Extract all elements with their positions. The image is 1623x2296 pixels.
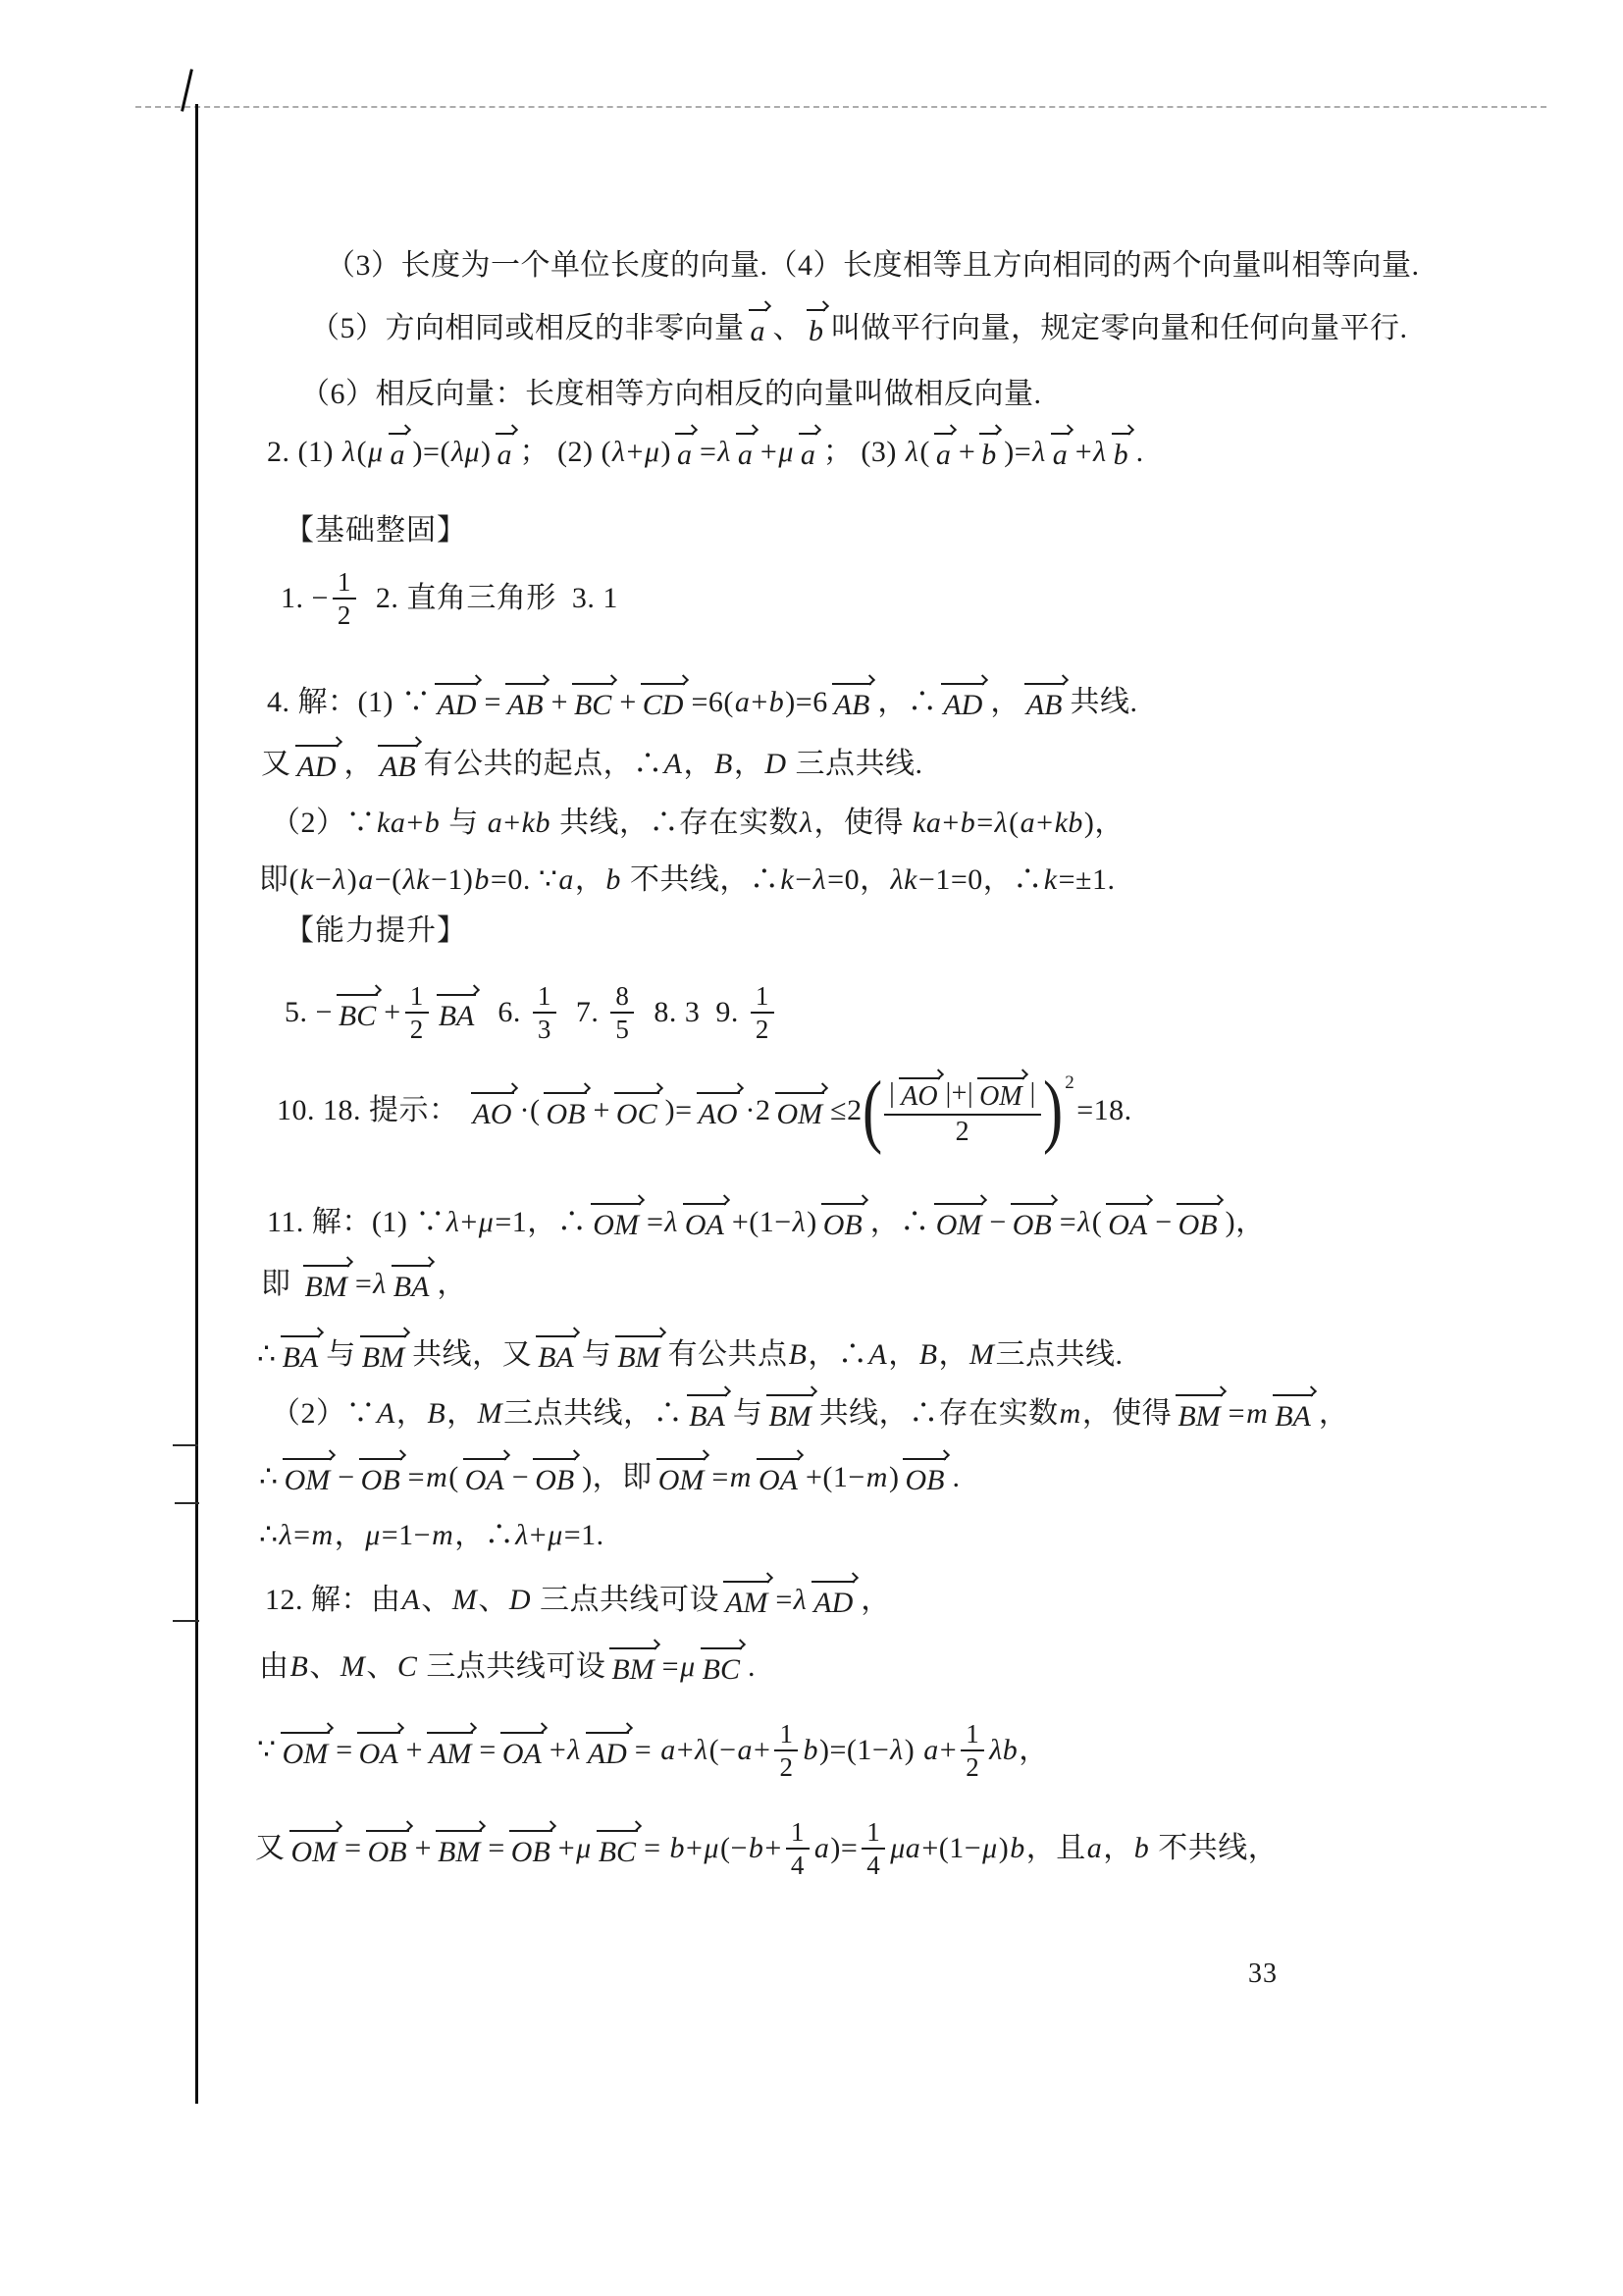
- vector-overarrow: a: [798, 430, 820, 474]
- vector-overarrow: AD: [940, 680, 987, 724]
- vector-overarrow: BA: [535, 1332, 579, 1377]
- vector-overarrow: OB: [508, 1827, 555, 1871]
- fraction: $\frac{1}{2}$: [961, 1719, 984, 1782]
- line-ans-11-part2: （2）∵ A ， B ， M 三点共线，∴ BA 与 BM 共线，∴存在实数 m ，使得 BM = m BA ，: [271, 1391, 1348, 1435]
- vector-overarrow: AM: [722, 1578, 772, 1622]
- fraction: $\frac{1}{2}$: [774, 1719, 798, 1782]
- vector-overarrow: BM: [302, 1262, 352, 1306]
- vector-overarrow: AM: [426, 1729, 476, 1773]
- line-ans-2: 2. (1) λ ( μ a )=( λμ ) a ； (2) ( λ + μ ) a = λ a + μ a ； (3) λ ( a + b )= λ a + λ b .: [267, 430, 1144, 474]
- fraction: | AO |+| OM | 2: [884, 1074, 1041, 1147]
- vector-overarrow: BA: [436, 991, 480, 1035]
- fraction: $\frac{1}{4}$: [862, 1817, 885, 1880]
- vector-overarrow: OB: [1176, 1200, 1223, 1244]
- vector-overarrow: OC: [613, 1089, 662, 1133]
- fraction: $\frac{1}{2}$: [333, 567, 356, 630]
- vector-overarrow: OM: [280, 1729, 334, 1773]
- vector-overarrow: AO: [898, 1074, 942, 1112]
- vector-overarrow: OA: [462, 1455, 509, 1499]
- vector-overarrow: b: [806, 306, 828, 350]
- vector-overarrow: OA: [682, 1200, 729, 1244]
- vector-overarrow: BM: [359, 1332, 409, 1377]
- vector-overarrow: AD: [434, 680, 481, 724]
- vector-overarrow: AO: [696, 1089, 743, 1133]
- vector-overarrow: OM: [590, 1200, 644, 1244]
- fraction: $\frac{1}{4}$: [786, 1817, 810, 1880]
- scan-top-dashed-edge: [135, 106, 1546, 108]
- vector-overarrow: AO: [470, 1089, 517, 1133]
- line-ans-4-part1b: 又 AD ， AB 有公共的起点，∴ A ， B ， D 三点共线.: [261, 742, 922, 786]
- line-def-6: （6）相反向量：长度相等方向相反的向量叫做相反向量.: [300, 378, 1042, 410]
- vector-overarrow: a: [388, 430, 410, 474]
- scan-tick: [173, 1444, 198, 1446]
- scan-tick: [175, 1502, 199, 1504]
- vector-overarrow: BM: [765, 1391, 815, 1435]
- fraction: $\frac{8}{5}$: [610, 981, 634, 1044]
- vector-overarrow: OM: [655, 1455, 709, 1499]
- scan-tick: [173, 1620, 199, 1622]
- line-ans-12a: 12. 解：由 A 、 M 、 D 三点共线可设 AM = λ AD ，: [265, 1578, 891, 1622]
- vector-overarrow: OB: [365, 1827, 412, 1871]
- vector-overarrow: BA: [686, 1391, 730, 1435]
- line-ans-4-part1: 4. 解：(1) ∵ AD = AB + BC + CD =6( a + b )=6 AB ，∴ AD ， AB 共线.: [267, 680, 1138, 724]
- vector-overarrow: AD: [294, 742, 341, 786]
- vector-overarrow: BC: [336, 991, 381, 1035]
- vector-overarrow: AD: [811, 1578, 858, 1622]
- vector-overarrow: AB: [1023, 680, 1068, 724]
- vector-overarrow: BA: [1272, 1391, 1316, 1435]
- vector-overarrow: BA: [280, 1332, 324, 1377]
- vector-overarrow: OA: [756, 1455, 803, 1499]
- vector-overarrow: CD: [640, 680, 689, 724]
- vector-overarrow: OA: [1105, 1200, 1152, 1244]
- vector-overarrow: OB: [902, 1455, 949, 1499]
- fraction: $\frac{1}{3}$: [533, 981, 556, 1044]
- vector-overarrow: OM: [288, 1827, 342, 1871]
- vector-overarrow: OB: [1010, 1200, 1057, 1244]
- line-ans-4-part2: （2）∵ ka + b 与 a + kb 共线，∴存在实数 λ ，使得 ka + b = λ ( a + kb )，: [271, 807, 1125, 839]
- line-ans-12d: 又 OM = OB + BM = OB + μ BC = b + μ (− b + $\frac{1}{4}$ a )= $\frac{1}{4}$ μa +(1− μ ) b ，且 a ， b 不共线，: [255, 1817, 1279, 1881]
- vector-overarrow: OB: [358, 1455, 405, 1499]
- vector-overarrow: OA: [356, 1729, 403, 1773]
- line-ans-12b: 由 B 、 M 、 C 三点共线可设 BM = μ BC .: [259, 1644, 756, 1689]
- fraction: $\frac{1}{2}$: [405, 981, 429, 1044]
- vector-overarrow: a: [674, 430, 697, 474]
- page-number: 33: [1248, 1958, 1278, 1989]
- line-ans-11-part2b: ∴ OM − OB = m ( OA − OB )，即 OM = m OA +(1− m ) OB .: [259, 1455, 960, 1499]
- vector-overarrow: BC: [700, 1644, 745, 1689]
- vector-overarrow: BM: [608, 1644, 658, 1689]
- vector-overarrow: AD: [585, 1729, 632, 1773]
- line-ans-4-part2b: 即( k − λ ) a −( λk −1) b =0. ∵ a ， b 不共线，∴ k − λ =0， λk −1=0，∴ k =±1.: [259, 863, 1116, 896]
- vector-overarrow: OA: [499, 1729, 547, 1773]
- line-ans-11-part2c: ∴ λ = m ， μ =1− m ，∴ λ + μ =1.: [259, 1519, 604, 1551]
- vector-overarrow: b: [978, 430, 1001, 474]
- vector-overarrow: OB: [532, 1455, 579, 1499]
- vector-overarrow: BC: [571, 680, 616, 724]
- vector-overarrow: a: [495, 430, 517, 474]
- section-header-advanced: 【能力提升】: [285, 914, 467, 947]
- vector-overarrow: a: [748, 306, 770, 350]
- vector-overarrow: a: [1050, 430, 1073, 474]
- scan-margin-line: [195, 104, 198, 2104]
- big-paren: (: [862, 1065, 883, 1156]
- vector-overarrow: a: [933, 430, 956, 474]
- line-ans-11-part1b: 即 BM = λ BA ，: [261, 1262, 467, 1306]
- line-ans-11-part1c: ∴ BA 与 BM 共线，又 BA 与 BM 有公共点 B ，∴ A ， B ， M 三点共线.: [257, 1332, 1124, 1377]
- vector-overarrow: BM: [435, 1827, 485, 1871]
- vector-overarrow: AB: [504, 680, 549, 724]
- vector-overarrow: AB: [831, 680, 875, 724]
- line-ans-1-3: 1. − $\frac{1}{2}$ 2. 直角三角形 3. 1: [281, 567, 618, 631]
- line-def-5: （5）方向相同或相反的非零向量 a 、 b 叫做平行向量，规定零向量和任何向量平行.: [310, 306, 1408, 350]
- vector-overarrow: OM: [774, 1089, 828, 1133]
- vector-overarrow: AB: [377, 742, 421, 786]
- vector-overarrow: OB: [820, 1200, 867, 1244]
- line-ans-10: 10. 18. 提示： AO ·( OB + OC )= AO ·2 OM ≤2 ( | AO |+| OM | 2 ) 2 =18.: [277, 1065, 1132, 1156]
- big-paren: ): [1042, 1065, 1064, 1156]
- vector-overarrow: b: [1111, 430, 1133, 474]
- vector-overarrow: OM: [282, 1455, 336, 1499]
- vector-overarrow: OB: [543, 1089, 590, 1133]
- line-ans-11-part1: 11. 解：(1) ∵ λ + μ =1，∴ OM = λ OA +(1− λ ) OB ，∴ OM − OB = λ ( OA − OB )，: [267, 1200, 1266, 1244]
- vector-overarrow: BM: [1175, 1391, 1225, 1435]
- vector-overarrow: BA: [391, 1262, 435, 1306]
- line-ans-12c: ∵ OM = OA + AM = OA + λ AD = a + λ (− a + $\frac{1}{2}$ b )=(1− λ ) a + $\frac{1}{2}$ λb ，: [257, 1719, 1049, 1783]
- superscript: 2: [1065, 1072, 1075, 1093]
- vector-overarrow: OM: [976, 1074, 1027, 1112]
- line-def-3-4: （3）长度为一个单位长度的向量.（4）长度相等且方向相同的两个向量叫相等向量.: [326, 249, 1420, 282]
- vector-overarrow: BM: [614, 1332, 664, 1377]
- vector-overarrow: a: [735, 430, 758, 474]
- line-ans-5-9: 5. − BC + $\frac{1}{2}$ BA 6. $\frac{1}{3}$ 7. $\frac{8}{5}$ 8. 3 9. $\frac{1}{2}$: [285, 981, 778, 1044]
- vector-overarrow: OM: [933, 1200, 987, 1244]
- vector-overarrow: BC: [596, 1827, 641, 1871]
- section-header-basics: 【基础整固】: [285, 514, 467, 547]
- fraction: $\frac{1}{2}$: [751, 981, 774, 1044]
